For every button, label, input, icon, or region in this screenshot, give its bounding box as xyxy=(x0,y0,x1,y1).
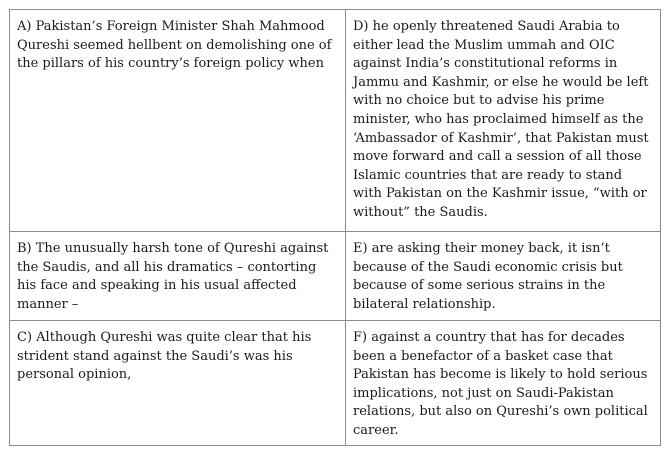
sentence-part-b: B) The unusually harsh tone of Qureshi against the Saudis, and all his dramatics – contorting his face and speaking in his usual affected manner – xyxy=(17,241,329,312)
cell-f xyxy=(346,321,661,446)
sentence-part-f: F) against a country that has for decades been a benefactor of a basket case that Pakistan has become is likely to hold serious implications, not just on Saudi-Pakistan relations, but also on Qureshi’s own political career. xyxy=(353,330,648,438)
table-row xyxy=(10,321,661,446)
sentence-part-e: E) are asking their money back, it isn’t because of the Saudi economic crisis but because of some serious strains in the bilateral relationship. xyxy=(353,241,623,312)
cell-b xyxy=(10,232,346,321)
sentence-match-table xyxy=(9,9,661,446)
sentence-part-c: C) Although Qureshi was quite clear that his strident stand against the Saudi’s was his personal opinion, xyxy=(17,330,312,383)
cell-c xyxy=(10,321,346,446)
table-row xyxy=(10,10,661,232)
cell-e xyxy=(346,232,661,321)
cell-a xyxy=(10,10,346,232)
sentence-part-a: A) Pakistan’s Foreign Minister Shah Mahmood Qureshi seemed hellbent on demolishing one of the pillars of his country’s foreign policy when xyxy=(17,19,332,72)
sentence-part-d: D) he openly threatened Saudi Arabia to either lead the Muslim ummah and OIC against India’s constitutional reforms in Jammu and Kashmir, or else he would be left with no choice but to advise his prime minister, who has proclaimed himself as the ‘Ambassador of Kashmir’, that Pakistan must move forward and call a session of all those Islamic countries that are ready to stand with Pakistan on the Kashmir issue, “with or without” the Saudis. xyxy=(353,19,649,220)
cell-d xyxy=(346,10,661,232)
table-row xyxy=(10,232,661,321)
